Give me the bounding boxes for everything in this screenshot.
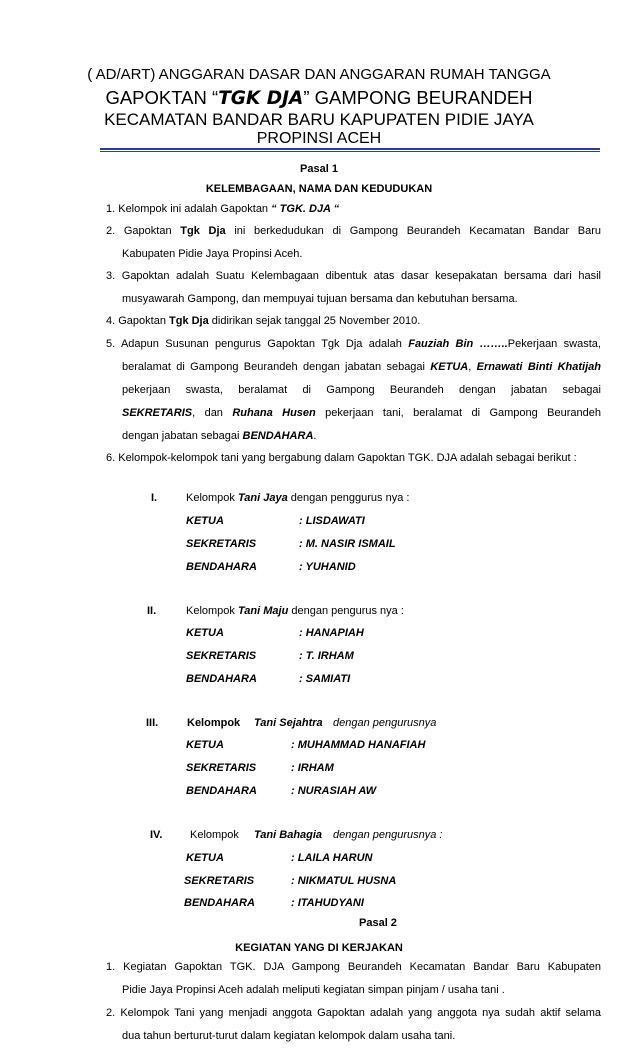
p1-item5-l1-name: Fauziah Bin …….. xyxy=(408,338,508,350)
p1-item2-post: ini berkedudukan di Gampong Beurandeh Kecamatan Bandar Baru xyxy=(225,225,601,237)
p1-item5-line4 xyxy=(122,402,601,425)
header-rule-thin xyxy=(100,151,600,152)
group2-value-bendahara: : SAMIATI xyxy=(299,673,351,685)
p1-item5-l1-post: Pekerjaan swasta, xyxy=(507,338,601,350)
group3-post: dengan pengurusnya xyxy=(333,717,437,729)
group1-value-sekretaris: : M. NASIR ISMAIL xyxy=(299,538,396,550)
group2-name: Tani Maju xyxy=(237,605,289,617)
p1-item5-l1-pre: 5. Adapun Susunan pengurus Gapoktan Tgk Dja adalah xyxy=(106,338,409,350)
p1-item2-pre: 2. Gapoktan xyxy=(106,225,181,237)
group1-value-bendahara: : YUHANID xyxy=(299,561,356,573)
group4-number: IV. xyxy=(150,829,163,841)
p1-item2-line2: Kabupaten Pidie Jaya Propinsi Aceh. xyxy=(122,248,303,260)
p1-item5-line3: pekerjaan swasta, beralamat di Gampong Beurandeh dengan jabatan sebagai xyxy=(122,384,601,396)
p1-item3-line1: 3. Gapoktan adalah Suatu Kelembagaan dibentuk atas dasar kesepakatan bersama dari hasil xyxy=(106,270,601,282)
p1-item5-l4-sep: , dan xyxy=(192,407,233,419)
p1-item5-l2-sep: , xyxy=(468,361,477,373)
p1-item5-l4-name: Ruhana Husen xyxy=(232,407,316,419)
p1-item5-l5-post: . xyxy=(313,430,317,442)
p1-item2-line1 xyxy=(106,220,601,243)
group4-value-sekretaris: : NIKMATUL HUSNA xyxy=(291,875,397,887)
group3-role-bendahara: BENDAHARA xyxy=(186,785,257,797)
group3-role-ketua: KETUA xyxy=(186,739,224,751)
p1-item5-line1 xyxy=(106,333,601,356)
group4-value-ketua: : LAILA HARUN xyxy=(291,852,373,864)
p1-item5-l4-post: pekerjaan tani, beralamat di Gampong Beurandeh xyxy=(315,407,601,419)
group2-post: dengan pengurus nya : xyxy=(288,605,404,617)
group3-name: Tani Sejahtra xyxy=(254,717,323,729)
group1-post: dengan penggurus nya : xyxy=(287,492,410,504)
group1-pre: Kelompok xyxy=(186,492,238,504)
pasal2-subtitle: KEGIATAN YANG DI KERJAKAN xyxy=(235,942,403,954)
p1-item5-l2-pre: beralamat di Gampong Beurandeh dengan jabatan sebagai xyxy=(122,361,431,373)
doc-title-line1: ( AD/ART) ANGGARAN DASAR DAN ANGGARAN RUMAH TANGGA xyxy=(87,66,551,83)
group2-pre: Kelompok xyxy=(186,605,238,617)
p1-item4 xyxy=(106,310,420,333)
p1-item1-bold: “ TGK. DJA “ xyxy=(271,203,340,215)
group1-role-ketua: KETUA xyxy=(186,515,224,527)
p1-item5-line5 xyxy=(122,425,316,448)
p1-item5-l2-name: Ernawati Binti Khatijah xyxy=(476,361,602,373)
p1-item3-line2: musyawarah Gampong, dan mempuyai tujuan bersama dan kebutuhan bersama. xyxy=(122,293,518,305)
group3-value-ketua: : MUHAMMAD HANAFIAH xyxy=(291,739,426,751)
group3-value-sekretaris: : IRHAM xyxy=(291,762,334,774)
group2-value-sekretaris: : T. IRHAM xyxy=(299,650,354,662)
group2-number: II. xyxy=(147,605,157,617)
group2-role-bendahara: BENDAHARA xyxy=(186,673,257,685)
group4-post: dengan pengurusnya : xyxy=(333,829,443,841)
group2-role-sekretaris: SEKRETARIS xyxy=(186,650,257,662)
pasal1-subtitle: KELEMBAGAAN, NAMA DAN KEDUDUKAN xyxy=(205,183,433,195)
group2-heading xyxy=(186,605,404,617)
pasal1-title: Pasal 1 xyxy=(300,163,338,175)
group4-value-bendahara: : ITAHUDYANI xyxy=(291,897,364,909)
p2-item1-line1: 1. Kegiatan Gapoktan TGK. DJA Gampong Beurandeh Kecamatan Bandar Baru Kabupaten xyxy=(106,961,601,973)
group3-role-sekretaris: SEKRETARIS xyxy=(186,762,257,774)
group4-name: Tani Bahagia xyxy=(254,829,323,841)
group3-number: III. xyxy=(146,717,159,729)
p1-item4-post: didirikan sejak tanggal 25 November 2010. xyxy=(208,315,421,327)
doc-title-line2 xyxy=(0,87,638,109)
p1-item6: 6. Kelompok-kelompok tani yang bergabung dalam Gapoktan TGK. DJA adalah sebagai berikut : xyxy=(106,452,577,464)
group1-number: I. xyxy=(151,492,158,504)
p1-item5-l4-role: SEKRETARIS xyxy=(122,407,193,419)
doc-title-line3: KECAMATAN BANDAR BARU KAPUPATEN PIDIE JAYA xyxy=(104,110,534,129)
p2-item2-line2: dua tahun berturut-turut dalam kegiatan kelompok dalam usaha tani. xyxy=(122,1030,456,1042)
p1-item4-bold: Tgk Dja xyxy=(169,315,209,327)
p1-item1-text: 1. Kelompok ini adalah Gapoktan xyxy=(106,203,272,215)
title-suffix: ” GAMPONG BEURANDEH xyxy=(303,87,533,108)
pasal2-title: Pasal 2 xyxy=(359,917,397,929)
p1-item5-l5-pre: dengan jabatan sebagai xyxy=(122,430,243,442)
p2-item2-line1: 2. Kelompok Tani yang menjadi anggota Gapoktan adalah yang anggota nya sudah aktif selama xyxy=(106,1007,601,1019)
title-brand: TGK DJA xyxy=(218,88,304,109)
group4-pre: Kelompok xyxy=(190,829,239,841)
group1-heading xyxy=(186,492,409,504)
group2-role-ketua: KETUA xyxy=(186,627,224,639)
p1-item5-line2 xyxy=(122,356,601,379)
group4-role-bendahara: BENDAHARA xyxy=(184,897,255,909)
group1-value-ketua: : LISDAWATI xyxy=(299,515,365,527)
header-rule-thick xyxy=(100,148,600,150)
group1-role-bendahara: BENDAHARA xyxy=(186,561,257,573)
p2-item1-line2: Pidie Jaya Propinsi Aceh adalah meliputi kegiatan simpan pinjam / usaha tani . xyxy=(122,984,505,996)
group1-name: Tani Jaya xyxy=(237,492,288,504)
group3-pre: Kelompok xyxy=(187,717,241,729)
p1-item1 xyxy=(106,198,339,221)
doc-title-line4: PROPINSI ACEH xyxy=(256,130,382,147)
group4-role-ketua: KETUA xyxy=(186,852,224,864)
p1-item4-pre: 4. Gapoktan xyxy=(106,315,169,327)
group1-role-sekretaris: SEKRETARIS xyxy=(186,538,257,550)
group2-value-ketua: : HANAPIAH xyxy=(299,627,364,639)
p1-item2-bold: Tgk Dja xyxy=(180,225,226,237)
group3-value-bendahara: : NURASIAH AW xyxy=(291,785,377,797)
p1-item5-l2-role: KETUA xyxy=(430,361,469,373)
group4-role-sekretaris: SEKRETARIS xyxy=(184,875,255,887)
p1-item5-l5-role: BENDAHARA xyxy=(242,430,314,442)
title-prefix: GAPOKTAN “ xyxy=(105,87,219,108)
